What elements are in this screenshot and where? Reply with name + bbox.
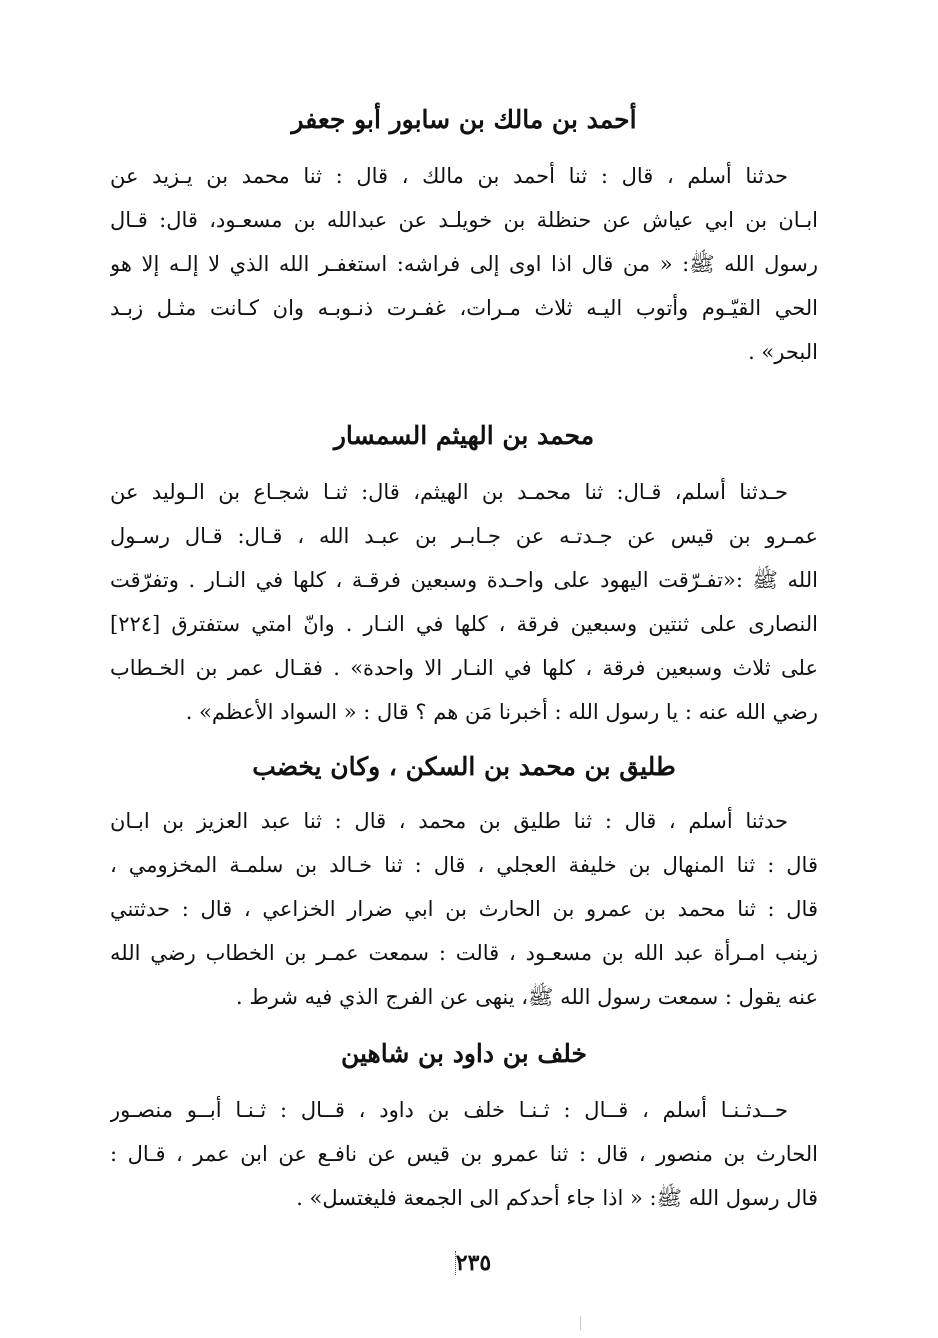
- text-line: حـدثنا أسلم، قـال: ثنا محمـد بن الهيثم، قال: ثنـا شجـاع بن الـوليد عن: [110, 480, 788, 504]
- scan-mark: [580, 1316, 581, 1330]
- text-line: الحارث بن منصور ، قال : ثنا عمرو بن قيس عن نافـع عن ابن عمر ، قـال :: [110, 1142, 818, 1166]
- text-line: رسول الله ﷺ: « من قال اذا اوى إلى فراشه: استغفـر الله الذي لا إلـه إلا هو: [110, 252, 818, 276]
- section-paragraph: [110, 154, 818, 374]
- text-line: زينب امـرأة عبد الله بن مسعـود ، قالت : سمعت عمـر بن الخطاب رضي الله: [110, 941, 818, 965]
- text-line: رضي الله عنه : يا رسول الله : أخبرنا مَن هم ؟ قال : « السواد الأعظم» .: [185, 700, 818, 724]
- text-line: البحر» .: [748, 340, 818, 364]
- section-title: خلف بن داود بن شاهين: [340, 1039, 587, 1068]
- text-line: الله ﷺ :«تفـرّقت اليهود على واحـدة وسبعين فرقـة ، كلها في النـار . وتفرّقت: [110, 568, 818, 592]
- text-line: قال : ثنا المنهال بن خليفة العجلي ، قال : ثنا خـالد بن سلمـة المخزومي ،: [110, 853, 818, 877]
- text-line: على ثلاث وسبعين فرقة ، كلها في النـار الا واحدة» . فقـال عمر بن الخـطاب: [110, 656, 818, 680]
- text-line: عنه يقول : سمعت رسول الله ﷺ، ينهى عن الفرج الذي فيه شرط .: [236, 985, 818, 1009]
- page-number-value: ٢٣٥: [455, 1250, 492, 1276]
- section-title: محمد بن الهيثم السمسار: [333, 421, 595, 450]
- text-line: حدثنا أسلم ، قال : ثنا أحمد بن مالك ، قال : ثنا محمد بن يـزيد عن: [110, 164, 788, 188]
- text-line: حــدثـنـا أسلم ، قــال : ثـنـا خلف بن داود ، قــال : ثـنـا أبــو منصـور: [110, 1098, 788, 1122]
- section-title: طليق بن محمد بن السكن ، وكان يخضب: [252, 752, 676, 781]
- text-line: الحي القيّـوم وأتوب اليـه ثلاث مـرات، غفـرت ذنـوبـه وان كـانت مثـل زبـد: [110, 296, 818, 320]
- section-title: أحمد بن مالك بن سابور أبو جعفر: [291, 105, 637, 134]
- text-line: ابـان بن ابي عياش عن حنظلة بن خويلـد عن عبدالله بن مسعـود، قال: قـال: [110, 208, 818, 232]
- page-number-separator: [455, 1251, 456, 1275]
- text-line: حدثنا أسلم ، قال : ثنا طليق بن محمد ، قال : ثنا عبد العزيز بن ابـان: [110, 809, 788, 833]
- page-number: [420, 1248, 520, 1278]
- section-paragraph: [110, 1088, 818, 1220]
- section-paragraph: [110, 799, 818, 1019]
- text-line: عمـرو بن قيس عن جـدتـه عن جـابـر بن عبـد الله ، قـال: قـال رسـول: [110, 524, 818, 548]
- text-line: قال : ثنا محمد بن عمرو بن الحارث بن ابي ضرار الخزاعي ، قال : حدثتني: [110, 897, 818, 921]
- text-line: قال رسول الله ﷺ: « اذا جاء أحدكم الى الجمعة فليغتسل» .: [296, 1186, 818, 1210]
- text-line: النصارى على ثنتين وسبعين فرقة ، كلها في النـار . وانّ امتي ستفترق [٢٢٤]: [110, 612, 818, 636]
- section-paragraph: [110, 470, 818, 734]
